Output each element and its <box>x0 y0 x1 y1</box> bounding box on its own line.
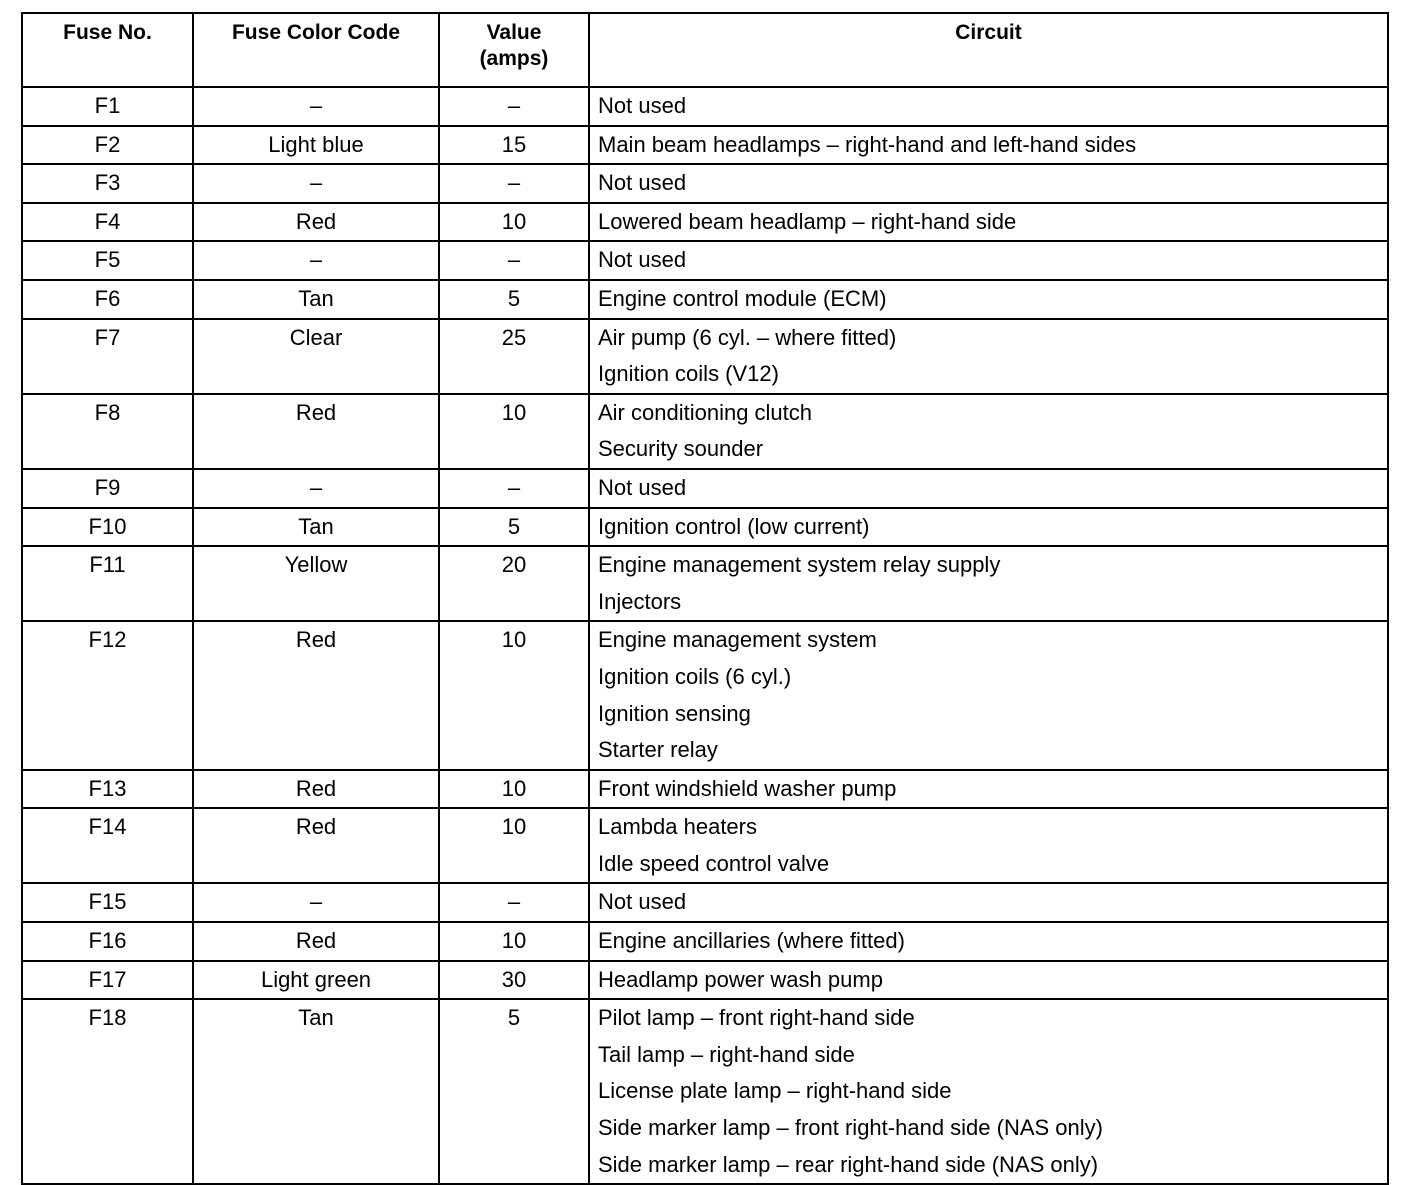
fuse-value-cell: 30 <box>439 961 589 1000</box>
circuit-line: Not used <box>598 93 687 118</box>
fuse-color-cell: Light blue <box>193 126 439 165</box>
circuit-line: Side marker lamp – rear right-hand side (NAS only) <box>598 1151 1099 1177</box>
fuse-value-cell: 5 <box>439 280 589 319</box>
fuse-number-cell: F11 <box>22 546 193 621</box>
fuse-value-cell: 10 <box>439 621 589 769</box>
fuse-number-cell: F2 <box>22 126 193 165</box>
table-row <box>22 280 1388 319</box>
table-row <box>22 621 1388 769</box>
circuit-line: Idle speed control valve <box>598 850 830 876</box>
header-value-line1: Value <box>486 21 542 44</box>
fuse-value-cell: 5 <box>439 999 589 1184</box>
table-row <box>22 961 1388 1000</box>
circuit-line: Air pump (6 cyl. – where fitted) <box>598 324 897 350</box>
fuse-color-cell: – <box>193 883 439 922</box>
fuse-number-cell: F13 <box>22 770 193 809</box>
circuit-cell <box>589 621 1388 769</box>
table-row <box>22 394 1388 469</box>
circuit-cell <box>589 164 1388 203</box>
fuse-number-cell: F6 <box>22 280 193 319</box>
circuit-cell <box>589 546 1388 621</box>
circuit-cell <box>589 508 1388 547</box>
circuit-line: Engine control module (ECM) <box>598 285 887 311</box>
table-row <box>22 770 1388 809</box>
fuse-value-cell: – <box>439 164 589 203</box>
fuse-value-cell: 10 <box>439 922 589 961</box>
fuse-value-cell: – <box>439 241 589 280</box>
fuse-value-cell: – <box>439 469 589 508</box>
circuit-cell <box>589 319 1388 394</box>
header-value <box>439 13 589 87</box>
fuse-number-cell: F12 <box>22 621 193 769</box>
circuit-line: Engine management system relay supply <box>598 552 1001 578</box>
fuse-color-cell: Tan <box>193 280 439 319</box>
fuse-color-cell: – <box>193 164 439 203</box>
fuse-color-cell: Tan <box>193 508 439 547</box>
circuit-line: Ignition control (low current) <box>598 513 870 539</box>
circuit-line: Not used <box>598 170 687 196</box>
circuit-line: License plate lamp – right-hand side <box>598 1078 952 1104</box>
table-row <box>22 126 1388 165</box>
fuse-color-cell: Light green <box>193 961 439 1000</box>
table-row <box>22 164 1388 203</box>
fuse-number-cell: F18 <box>22 999 193 1184</box>
circuit-line: Side marker lamp – front right-hand side (NAS only) <box>598 1115 1103 1141</box>
circuit-line: Air conditioning clutch <box>598 399 813 425</box>
fuse-number-cell: F17 <box>22 961 193 1000</box>
header-value-line2: (amps) <box>479 47 549 70</box>
circuit-cell <box>589 808 1388 883</box>
fuse-value-cell: 10 <box>439 203 589 242</box>
fuse-color-cell: Red <box>193 203 439 242</box>
circuit-cell <box>589 126 1388 165</box>
circuit-line: Front windshield washer pump <box>598 775 897 801</box>
table-row <box>22 203 1388 242</box>
circuit-cell <box>589 280 1388 319</box>
fuse-number-cell: F9 <box>22 469 193 508</box>
fuse-number-cell: F1 <box>22 87 193 126</box>
circuit-line: Lambda heaters <box>598 814 757 840</box>
circuit-line: Injectors <box>598 588 682 614</box>
circuit-cell <box>589 394 1388 469</box>
fuse-color-cell: Red <box>193 394 439 469</box>
circuit-line: Security sounder <box>598 436 764 462</box>
fuse-color-cell: Clear <box>193 319 439 394</box>
table-row <box>22 922 1388 961</box>
fuse-value-cell: – <box>439 883 589 922</box>
circuit-line: Not used <box>598 474 687 500</box>
circuit-line: Headlamp power wash pump <box>598 966 883 992</box>
header-color-code: Fuse Color Code <box>193 13 439 87</box>
fuse-number-cell: F5 <box>22 241 193 280</box>
circuit-line: Engine management system <box>598 627 877 653</box>
header-fuse-no: Fuse No. <box>22 13 193 87</box>
circuit-line: Engine ancillaries (where fitted) <box>598 928 905 954</box>
fuse-color-cell: – <box>193 469 439 508</box>
fuse-number-cell: F14 <box>22 808 193 883</box>
fuse-value-cell: 10 <box>439 394 589 469</box>
table-row <box>22 87 1388 126</box>
fuse-number-cell: F10 <box>22 508 193 547</box>
table-header <box>22 13 1388 87</box>
fuse-number-cell: F8 <box>22 394 193 469</box>
fuse-color-cell: – <box>193 241 439 280</box>
fuse-number-cell: F15 <box>22 883 193 922</box>
circuit-cell <box>589 203 1388 242</box>
fuse-color-cell: Red <box>193 922 439 961</box>
fuse-value-cell: 25 <box>439 319 589 394</box>
table-row <box>22 508 1388 547</box>
table-row <box>22 469 1388 508</box>
fuse-value-cell: 10 <box>439 770 589 809</box>
fuse-number-cell: F16 <box>22 922 193 961</box>
fuse-value-cell: 5 <box>439 508 589 547</box>
table-row <box>22 883 1388 922</box>
circuit-cell <box>589 999 1388 1184</box>
header-row <box>22 13 1388 87</box>
circuit-line: Pilot lamp – front right-hand side <box>598 1005 915 1031</box>
fuse-color-cell: Red <box>193 770 439 809</box>
circuit-cell <box>589 883 1388 922</box>
circuit-cell <box>589 770 1388 809</box>
circuit-cell <box>589 922 1388 961</box>
circuit-line: Starter relay <box>598 737 718 763</box>
circuit-line: Not used <box>598 247 687 273</box>
circuit-line: Lowered beam headlamp – right-hand side <box>598 208 1017 234</box>
fuse-table <box>21 12 1389 1185</box>
table-body <box>22 87 1388 1184</box>
fuse-number-cell: F4 <box>22 203 193 242</box>
fuse-color-cell: Tan <box>193 999 439 1184</box>
table-row <box>22 808 1388 883</box>
fuse-color-cell: Red <box>193 808 439 883</box>
circuit-line: Ignition coils (V12) <box>598 361 779 387</box>
circuit-line: Ignition sensing <box>598 700 751 726</box>
header-circuit: Circuit <box>589 13 1388 87</box>
circuit-cell <box>589 961 1388 1000</box>
fuse-color-cell: Yellow <box>193 546 439 621</box>
circuit-cell <box>589 241 1388 280</box>
fuse-value-cell: – <box>439 87 589 126</box>
circuit-line: Main beam headlamps – right-hand and left-hand sides <box>598 131 1137 157</box>
table-row <box>22 546 1388 621</box>
fuse-number-cell: F7 <box>22 319 193 394</box>
fuse-color-cell: Red <box>193 621 439 769</box>
circuit-line: Ignition coils (6 cyl.) <box>598 663 792 689</box>
table-row <box>22 241 1388 280</box>
fuse-number-cell: F3 <box>22 164 193 203</box>
circuit-line: Tail lamp – right-hand side <box>598 1041 855 1067</box>
fuse-value-cell: 15 <box>439 126 589 165</box>
circuit-cell <box>589 87 1388 126</box>
table-row <box>22 319 1388 394</box>
table-row <box>22 999 1388 1184</box>
circuit-line: Not used <box>598 889 687 915</box>
circuit-cell <box>589 469 1388 508</box>
fuse-color-cell: – <box>193 87 439 126</box>
fuse-value-cell: 10 <box>439 808 589 883</box>
fuse-value-cell: 20 <box>439 546 589 621</box>
